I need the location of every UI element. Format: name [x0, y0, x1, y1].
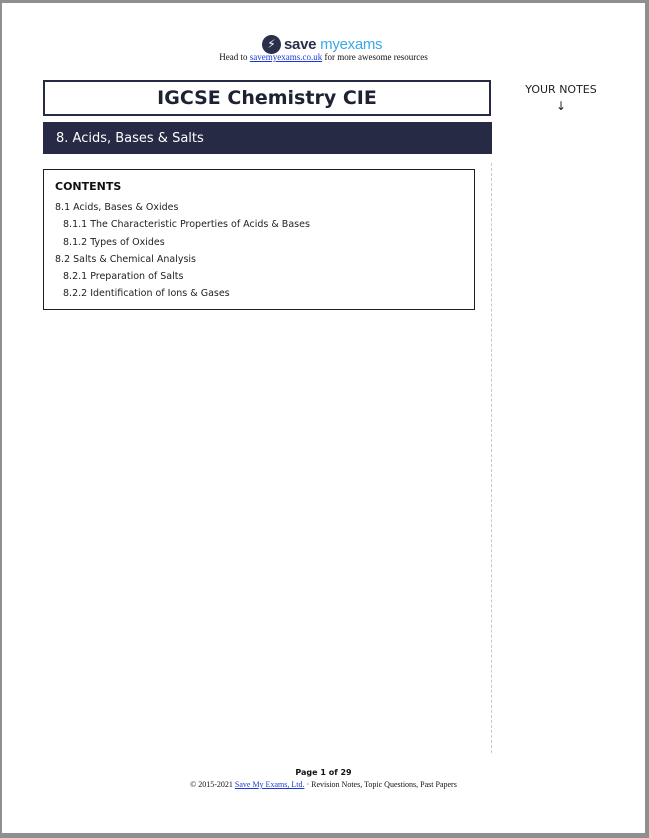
toc-item-8-2[interactable]: 8.2 Salts & Chemical Analysis [55, 253, 196, 265]
header-site-link[interactable]: savemyexams.co.uk [249, 52, 323, 62]
page-number: Page 1 of 29 [295, 768, 352, 777]
contents-heading: CONTENTS [55, 180, 122, 193]
notes-divider [491, 163, 492, 753]
document-title: IGCSE Chemistry CIE [157, 87, 377, 109]
document-title-box [43, 80, 491, 116]
arrow-down-icon: ↓ [555, 99, 567, 113]
copyright-prefix: © 2015-2021 [190, 780, 235, 789]
header-tagline [2, 52, 645, 62]
logo-exams-text: exams [339, 35, 383, 53]
topic-banner [43, 122, 492, 154]
document-page [2, 3, 645, 833]
header-suffix: for more awesome resources [322, 52, 428, 62]
lightning-bolt-icon: ⚡ [262, 35, 281, 54]
logo-save-text: save [284, 35, 317, 53]
toc-item-8-1-1[interactable]: 8.1.1 The Characteristic Properties of Acids & Bases [63, 219, 310, 231]
toc-item-8-2-2[interactable]: 8.2.2 Identification of Ions & Gases [63, 288, 230, 300]
logo-my-text: my [320, 35, 340, 53]
company-link[interactable]: Save My Exams, Ltd. [234, 780, 305, 789]
toc-item-8-2-1[interactable]: 8.2.1 Preparation of Salts [63, 271, 184, 283]
toc-item-8-1-2[interactable]: 8.1.2 Types of Oxides [63, 236, 165, 248]
contents-box [43, 169, 475, 310]
copyright-suffix: · Revision Notes, Topic Questions, Past Papers [304, 780, 457, 789]
topic-title: 8. Acids, Bases & Salts [56, 130, 204, 146]
logo-wordmark [284, 36, 382, 53]
header-prefix: Head to [219, 52, 250, 62]
footer-copyright [2, 780, 645, 789]
toc-item-8-1[interactable]: 8.1 Acids, Bases & Oxides [55, 202, 179, 213]
your-notes-label: YOUR NOTES [525, 83, 597, 96]
